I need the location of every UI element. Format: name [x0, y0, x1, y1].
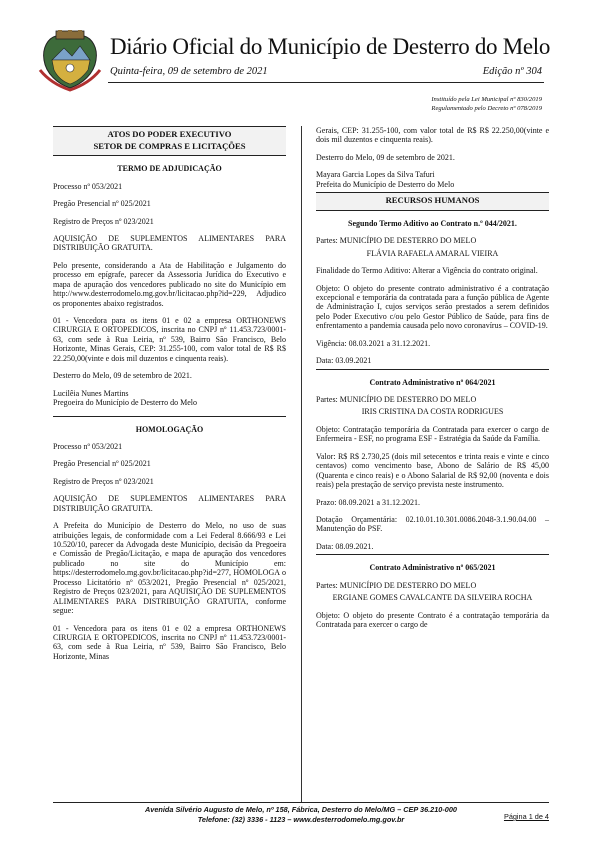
- header-divider: [108, 82, 544, 83]
- registro-precos-number: Registro de Preços nº 023/2021: [53, 216, 154, 226]
- aditivo-data: Data: 03.09.2021: [316, 356, 372, 366]
- adjudicacao-body: Pelo presente, considerando a Ata de Habilitação e Julgamento do processo em epígrafe, parecer da Assessoria Jurídica do Executivo e mapa de apuração dos vencedores publicado no site do Município em http://www.desterrodomelo.mg.gov.br/licitacao.php?id=229, Adjudico os proponentes abaixo registrados.: [53, 260, 286, 308]
- processo-number: Processo nº 053/2021: [53, 441, 123, 451]
- section-divider: [316, 369, 549, 370]
- section-subtitle: SETOR DE COMPRAS E LICITAÇÕES: [93, 140, 246, 151]
- institution-line: Regulamentado pelo Decreto nº 078/2019: [431, 104, 542, 112]
- contract-objeto: Objeto: O objeto do presente Contrato é a contratação temporária da Contratada para exercer o cargo de: [316, 610, 549, 630]
- contracted-name: FLÁVIA RAFAELA AMARAL VIEIRA: [366, 248, 499, 258]
- footer-address-line: Avenida Silvério Augusto de Melo, nº 158, Fábrica, Desterro do Melo/MG – CEP 36.210-000: [145, 805, 457, 814]
- signatory-name: Lucilêia Nunes Martins: [53, 388, 129, 398]
- vencedora-item: 01 - Vencedora para os itens 01 e 02 a empresa ORTHONEWS CIRURGIA E ORTOPEDICOS, inscrita no CNPJ nº 11.453.723/0001-63, com sede à Rua Leiria, nº 539, Bairro São Francisco, Belo Horizonte, Minas: [53, 623, 286, 661]
- signatory-role: Pregoeira do Município de Desterro do Melo: [53, 398, 197, 408]
- termo-aditivo-heading: Segundo Termo Aditivo ao Contrato n.º 044/2021.: [348, 218, 517, 228]
- footer-address: [53, 805, 549, 825]
- signatory-name: Mayara Garcia Lopes da Silva Tafuri: [316, 170, 435, 180]
- contrato-065-heading: Contrato Administrativo nº 065/2021: [369, 563, 496, 573]
- section-divider: [53, 416, 286, 417]
- contract-parties: Partes: MUNICÍPIO DE DESTERRO DO MELO: [316, 236, 477, 246]
- footer-contact-line: Telefone: (32) 3336 - 1123 – www.desterrodomelo.mg.gov.br: [197, 814, 405, 824]
- contract-data: Data: 08.09.2021.: [316, 541, 374, 551]
- vencedora-item: 01 - Vencedora para os itens 01 e 02 a empresa ORTHONEWS CIRURGIA E ORTOPEDICOS, inscrita no CNPJ nº 11.453.723/0001-63, com sede à Rua Leiria, nº 539, Bairro São Francisco, Belo Horizonte, Minas Gerais, CEP: 31.255-100, com valor total de R$ R$ 22.250,00(vinte e dois mil duzentos e cinquenta reais).: [53, 316, 286, 363]
- contract-parties: Partes: MUNICÍPIO DE DESTERRO DO MELO: [316, 395, 477, 405]
- left-column: [53, 126, 286, 669]
- contract-objeto: Objeto: Contratação temporária da Contratada para exercer o cargo de Enfermeira - ESF, no programa ESF - Estratégia da Saúde da Família.: [316, 424, 549, 444]
- right-column: [316, 126, 549, 637]
- aditivo-objeto: Objeto: O objeto do presente contrato administrativo é a contratação excepcional e temporária da contratada para a função pública de Agente de Administração I, cujos serviços serão prestados a serem definidos pelo Poder Executivo c/ou pelo Gestor Público de Saúde, para fins de enfrentamento a pandemia causada pelo novo coronavírus – COVID-19.: [316, 283, 549, 331]
- issue-date: Quinta-feira, 09 de setembro de 2021: [110, 66, 268, 77]
- contract-prazo: Prazo: 08.09.2021 a 31.12.2021.: [316, 497, 420, 507]
- aditivo-finalidade: Finalidade do Termo Aditivo: Alterar a Vigência do contrato original.: [316, 266, 538, 276]
- municipal-crest-icon: [38, 30, 102, 92]
- section-header-recursos-humanos: [316, 192, 549, 211]
- homologacao-body: A Prefeita do Município de Desterro do Melo, no uso de suas atribuições legais, de conformidade com a Lei Federal 8.666/93 e Lei 10.520/10, parecer da Advogada deste Município, decisão da Pregoeira e Comissão de Pregão/Licitação, e mapa de apuração dos vencedores publicado no site do Município em: https://desterrodomelo.mg.gov.br/licitacao.php?id=277, HOMOLOGA o Processo Licitatório nº 053/2021, Pregão Presencial nº 025/2021, Registro de Preços 023/2021, para AQUISIÇÃO DE SUPLEMENTOS ALIMENTARES PARA DISTRIBUIÇÃO GRATUITA, conforme segue:: [53, 521, 286, 616]
- newspaper-title: Diário Oficial do Município de Desterro do Melo: [110, 34, 551, 59]
- contract-parties: Partes: MUNICÍPIO DE DESTERRO DO MELO: [316, 580, 477, 590]
- place-date: Desterro do Melo, 09 de setembro de 2021.: [53, 371, 192, 381]
- edition-number: Edição nº 304: [482, 66, 542, 77]
- contrato-064-heading: Contrato Administrativo nº 064/2021: [369, 377, 496, 387]
- institution-note: [431, 96, 542, 114]
- termo-adjudicacao-heading: TERMO DE ADJUDICAÇÃO: [117, 164, 222, 174]
- contracted-name: IRIS CRISTINA DA COSTA RODRIGUES: [361, 407, 504, 417]
- section-title: RECURSOS HUMANOS: [385, 195, 480, 206]
- continued-text: Gerais, CEP: 31.255-100, com valor total de R$ R$ 22.250,00(vinte e dois mil duzentos e cinquenta reais).: [316, 126, 549, 145]
- pregao-number: Pregão Presencial nº 025/2021: [53, 459, 151, 469]
- contract-dotacao: Dotação Orçamentária: 02.10.01.10.301.0086.2048-3.1.90.04.00 – Manutenção do PSF.: [316, 514, 549, 534]
- objeto-text: AQUISIÇÃO DE SUPLEMENTOS ALIMENTARES PARA DISTRIBUIÇÃO GRATUITA.: [53, 233, 286, 253]
- contracted-name: ERGIANE GOMES CAVALCANTE DA SILVEIRA ROCHA: [332, 593, 533, 603]
- section-title: ATOS DO PODER EXECUTIVO: [107, 129, 232, 139]
- institution-line: Instituído pela Lei Municipal nº 830/2019: [431, 96, 542, 103]
- column-divider: [301, 126, 302, 802]
- homologacao-heading: HOMOLOGAÇÃO: [135, 424, 204, 434]
- pregao-number: Pregão Presencial nº 025/2021: [53, 199, 151, 209]
- registro-precos-number: Registro de Preços nº 023/2021: [53, 476, 154, 486]
- section-header-executivo: [53, 126, 286, 156]
- section-divider: [316, 554, 549, 555]
- page-number: Página 1 de 4: [503, 812, 549, 821]
- objeto-text: AQUISIÇÃO DE SUPLEMENTOS ALIMENTARES PARA DISTRIBUIÇÃO GRATUITA.: [53, 494, 286, 513]
- processo-number: Processo nº 053/2021: [53, 181, 123, 191]
- aditivo-vigencia: Vigência: 08.03.2021 a 31.12.2021.: [316, 338, 431, 348]
- place-date: Desterro do Melo, 09 de setembro de 2021.: [316, 152, 455, 162]
- contract-valor: Valor: R$ R$ 2.730,25 (dois mil setecentos e trinta reais e vinte e cinco centavos) como vencimento base, Abono de Salário de R$ 45,00 (Quarenta e cinco reais) e o Abono Salarial de R$ 92,00 (noventa e dois reais) pela prestação de serviço prevista neste instrumento.: [316, 451, 549, 490]
- signatory-role: Prefeita do Município de Desterro do Melo: [316, 179, 455, 189]
- footer-divider: [53, 802, 549, 803]
